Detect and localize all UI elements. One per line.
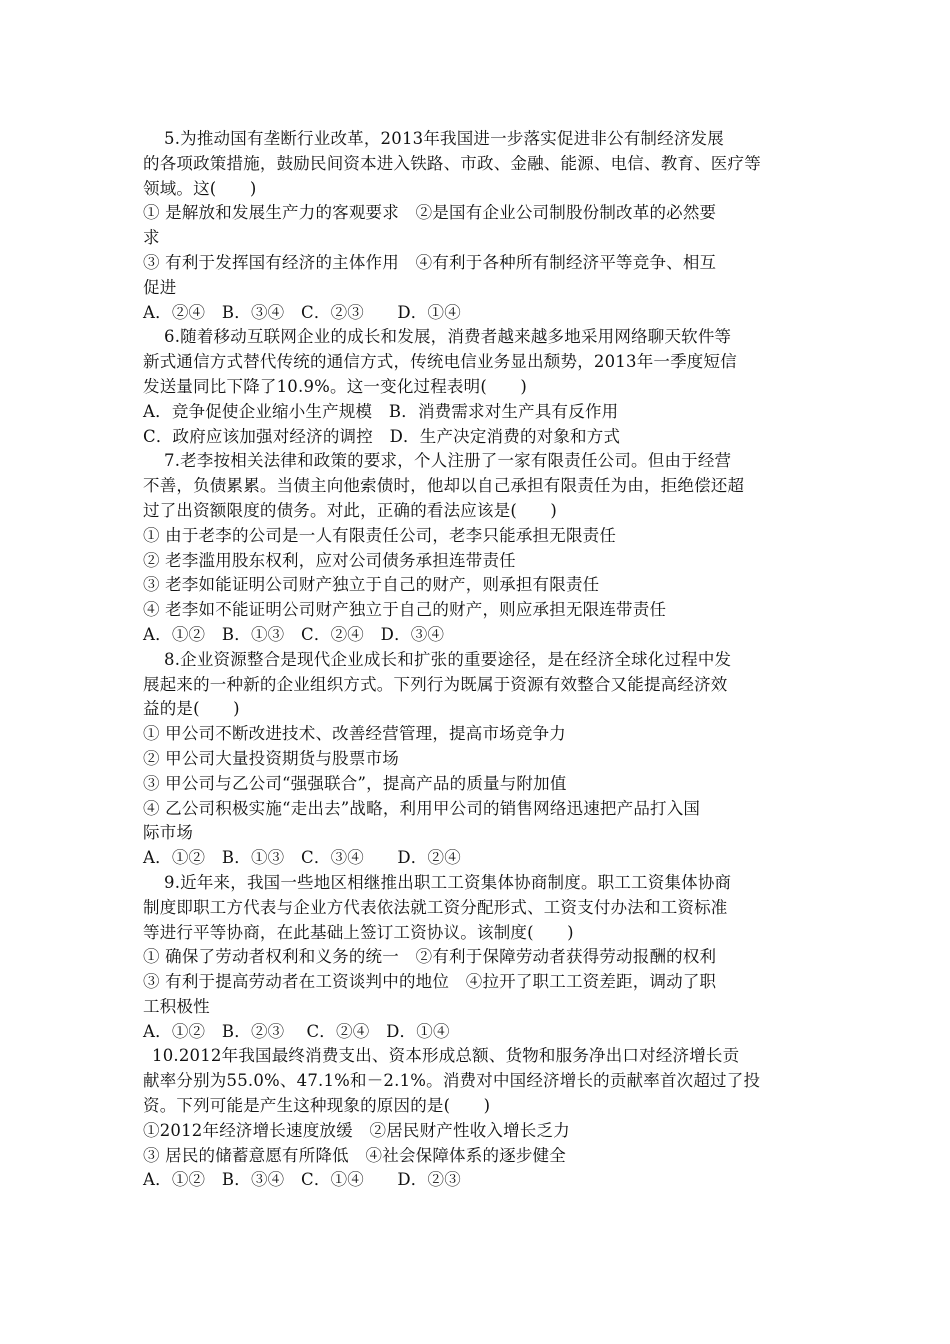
statement-line: ① 是解放和发展生产力的客观要求 ②是国有企业公司制股份制改革的必然要 <box>143 203 717 223</box>
question-9 <box>143 871 811 1045</box>
question-stem-line: 发送量同比下降了10.9%。这一变化过程表明( ) <box>143 376 527 396</box>
question-stem-line: 等进行平等协商，在此基础上签订工资协议。该制度( ) <box>143 922 574 942</box>
statement-line: ④ 老李如不能证明公司财产独立于自己的财产，则应承担无限连带责任 <box>143 600 667 620</box>
statement-line: ③ 居民的储蓄意愿有所降低 ④社会保障体系的逐步健全 <box>143 1145 566 1165</box>
question-stem-line: 9.近年来，我国一些地区相继推出职工工资集体协商制度。职工工资集体协商 <box>164 872 732 892</box>
question-10 <box>143 1044 811 1193</box>
statement-line: ① 甲公司不断改进技术、改善经营管理，提高市场竞争力 <box>143 724 566 744</box>
answer-options: A．竞争促使企业缩小生产规模 B．消费需求对生产具有反作用 <box>143 401 619 421</box>
answer-options: A．①② B．①③ C．③④ D．②④ <box>143 848 461 868</box>
statement-line: ③ 甲公司与乙公司“强强联合”，提高产品的质量与附加值 <box>143 773 567 793</box>
statement-line: 工积极性 <box>143 996 210 1016</box>
statement-line: ② 老李滥用股东权利，应对公司债务承担连带责任 <box>143 550 516 570</box>
answer-options: A．②④ B．③④ C．②③ D．①④ <box>143 302 461 322</box>
statement-line: 际市场 <box>143 823 194 843</box>
question-6 <box>143 325 811 449</box>
question-stem-line: 领域。这( ) <box>143 178 257 198</box>
question-stem-line: 益的是( ) <box>143 699 240 719</box>
statement-line: 求 <box>143 228 160 248</box>
question-stem-line: 资。下列可能是产生这种现象的原因的是( ) <box>143 1096 491 1116</box>
statement-line: ② 甲公司大量投资期货与股票市场 <box>143 748 399 768</box>
question-7 <box>143 449 811 647</box>
question-stem-line: 8.企业资源整合是现代企业成长和扩张的重要途径，是在经济全球化过程中发 <box>164 649 732 669</box>
question-stem-line: 展起来的一种新的企业组织方式。下列行为既属于资源有效整合又能提高经济效 <box>143 674 728 694</box>
statement-line: ③ 老李如能证明公司财产独立于自己的财产，则承担有限责任 <box>143 575 600 595</box>
statement-line: ③ 有利于发挥国有经济的主体作用 ④有利于各种所有制经济平等竞争、相互 <box>143 252 717 272</box>
question-stem-line: 过了出资额限度的债务。对此，正确的看法应该是( ) <box>143 500 558 520</box>
question-8 <box>143 648 811 871</box>
question-stem-line: 不善，负债累累。当债主向他索债时，他却以自己承担有限责任为由，拒绝偿还超 <box>143 476 745 496</box>
answer-options: C．政府应该加强对经济的调控 D．生产决定消费的对象和方式 <box>143 426 621 446</box>
statement-line: ① 由于老李的公司是一人有限责任公司，老李只能承担无限责任 <box>143 525 617 545</box>
answer-options: A．①② B．③④ C．①④ D．②③ <box>143 1170 461 1190</box>
question-stem-line: 7.老李按相关法律和政策的要求，个人注册了一家有限责任公司。但由于经营 <box>164 451 732 471</box>
question-stem-line: 10.2012年我国最终消费支出、资本形成总额、货物和服务净出口对经济增长贡 <box>152 1046 740 1066</box>
question-stem-line: 6.随着移动互联网企业的成长和发展，消费者越来越多地采用网络聊天软件等 <box>164 327 732 347</box>
statement-line: ① 确保了劳动者权利和义务的统一 ②有利于保障劳动者获得劳动报酬的权利 <box>143 947 717 967</box>
question-stem-line: 5.为推动国有垄断行业改革，2013年我国进一步落实促进非公有制经济发展 <box>164 129 724 148</box>
question-stem-line: 的各项政策措施，鼓励民间资本进入铁路、市政、金融、能源、电信、教育、医疗等 <box>143 153 761 173</box>
question-stem-line: 新式通信方式替代传统的通信方式，传统电信业务显出颓势，2013年一季度短信 <box>143 352 737 372</box>
statement-line: ①2012年经济增长速度放缓 ②居民财产性收入增长乏力 <box>143 1120 570 1140</box>
question-stem-line: 献率分别为55.0%、47.1%和－2.1%。消费对中国经济增长的贡献率首次超过了投 <box>143 1071 761 1091</box>
answer-options: A．①② B．①③ C．②④ D．③④ <box>143 624 445 644</box>
statement-line: ③ 有利于提高劳动者在工资谈判中的地位 ④拉开了职工工资差距，调动了职 <box>143 972 717 992</box>
answer-options: A．①② B．②③ C．②④ D．①④ <box>143 1021 450 1041</box>
question-stem-line: 制度即职工方代表与企业方代表依法就工资分配形式、工资支付办法和工资标准 <box>143 897 728 917</box>
exam-page <box>143 127 811 1193</box>
statement-line: ④ 乙公司积极实施“走出去”战略，利用甲公司的销售网络迅速把产品打入国 <box>143 798 701 818</box>
question-5 <box>143 127 811 325</box>
statement-line: 促进 <box>143 277 177 297</box>
